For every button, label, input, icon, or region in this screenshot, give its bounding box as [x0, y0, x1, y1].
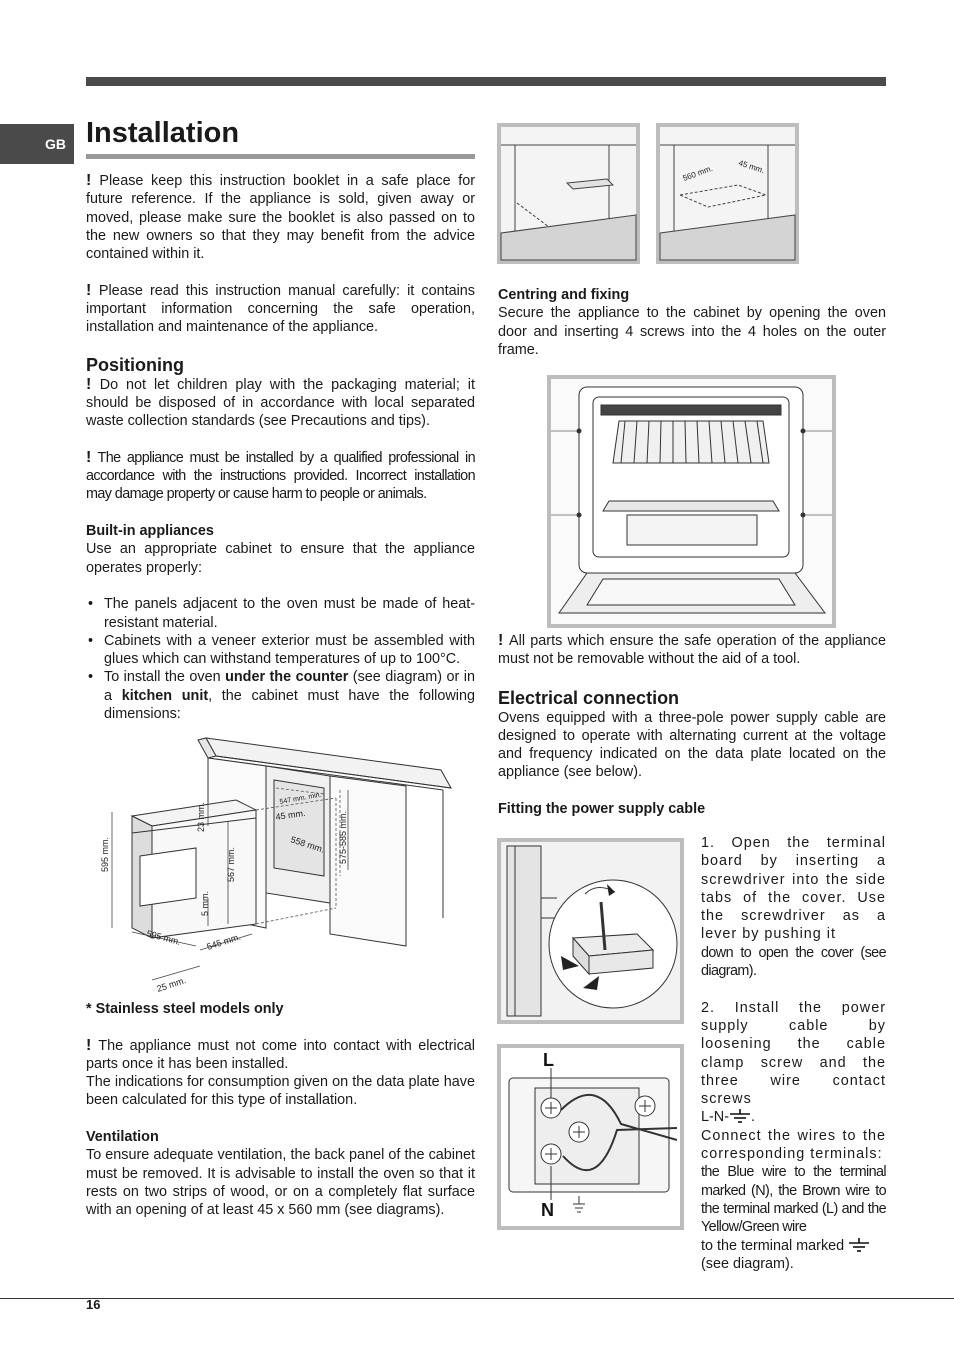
connect-text-earth: to the terminal marked	[701, 1237, 886, 1255]
positioning-warning-1: ! Do not let children play with the packaging material; it should be disposed of in accordance with local separated waste collection standards (see Precautions and tips).	[86, 375, 475, 430]
left-lower-text	[86, 1000, 475, 1220]
left-column	[86, 112, 475, 723]
dim-5: 5 mm.	[200, 890, 210, 916]
step-2-text: 2. Install the power supply cable by loosening the cable clamp screw and the three wire contact screws	[701, 999, 886, 1108]
positioning-heading: Positioning	[86, 354, 184, 375]
contact-warning: ! The appliance must not come into contact with electrical parts once it has been installed.	[86, 1036, 475, 1072]
intro-paragraph-2: ! Please read this instruction manual carefully: it contains important information concerning the safe operation, installation and maintenance of the appliance.	[86, 281, 475, 336]
terminal-cover-diagram	[497, 838, 684, 1024]
list-item: • Cabinets with a veneer exterior must be assembled with glues which can withstand temperatures of up to 100°C.	[86, 632, 475, 669]
step-1-text: 1. Open the terminal board by inserting a screwdriver into the side tabs of the cover. Use the screwdriver as a lever by pushing it	[701, 835, 886, 943]
page-title: Installation	[86, 112, 475, 159]
builtin-heading: Built-in appliances	[86, 523, 214, 540]
electrical-heading: Electrical connection	[498, 687, 680, 708]
top-rule	[86, 77, 886, 86]
dim-545: 545 mm.	[205, 931, 242, 952]
dim-25: 25 mm.	[155, 975, 188, 994]
electrical-text: Ovens equipped with a three-pole power supply cable are designed to operate with alternating current at the voltage and frequency indicated on the data plate located on the appliance (see below).	[498, 709, 886, 781]
terminal-wiring-diagram	[497, 1044, 684, 1230]
dim-45: 45 mm.	[274, 807, 307, 822]
terminal-label-l: L	[543, 1050, 554, 1070]
dim-595-width: 595 mm.	[145, 928, 182, 947]
fitting-heading: Fitting the power supply cable	[498, 801, 706, 818]
builtin-text: Use an appropriate cabinet to ensure that the appliance operates properly:	[86, 541, 475, 576]
dim-23: 23 mm.	[196, 801, 206, 832]
consumption-text: The indications for consumption given on the data plate have been calculated for this type of installation.	[86, 1074, 475, 1109]
vent-dim-45: 45 mm.	[737, 158, 766, 176]
ventilation-heading: Ventilation	[86, 1129, 159, 1146]
dim-558: 558 mm.	[289, 834, 326, 855]
cabinet-dimensions-diagram	[96, 728, 460, 996]
ventilation-diagram-1	[497, 123, 640, 264]
dim-547: 547 mm. min.	[279, 791, 323, 806]
footer-rule	[0, 1298, 954, 1299]
stainless-note: * Stainless steel models only	[86, 1001, 284, 1017]
centring-heading: Centring and fixing	[498, 287, 630, 303]
ventilation-text: To ensure adequate ventilation, the back panel of the cabinet must be removed. It is advisable to install the oven so that it rests on two strips of wood, or on a completely flat surface with an opening of at least 45 x 560 mm (see diagrams).	[86, 1147, 475, 1219]
terminal-label-n: N	[541, 1200, 554, 1220]
cabinet-requirements-list	[86, 595, 475, 723]
list-item: • To install the oven under the counter (see diagram) or in a kitchen unit, the cabinet must have the following dimensions:	[86, 668, 475, 723]
oven-fixing-diagram	[547, 375, 836, 628]
intro-paragraph-1: ! Please keep this instruction booklet in a safe place for future reference. If the appliance is sold, given away or moved, please make sure the booklet is also passed on to the new owners so that they may benefit from the advice contained within it.	[86, 172, 475, 263]
safety-note: ! All parts which ensure the safe operation of the appliance must not be removable without the aid of a tool.	[498, 632, 887, 668]
step-2-terminals: L-N- .	[701, 1109, 755, 1126]
centring-section	[498, 286, 886, 359]
vent-dim-560: 560 mm.	[681, 163, 714, 183]
positioning-warning-2: ! The appliance must be installed by a qualified professional in accordance with the instructions provided. Incorrect installation may damage property or cause harm to people or animals.	[86, 448, 475, 503]
list-item: • The panels adjacent to the oven must be made of heat-resistant material.	[86, 595, 475, 632]
dim-575-585: 575-585 mm.	[338, 810, 348, 864]
earth-symbol-icon	[729, 1109, 751, 1123]
electrical-section	[498, 632, 886, 818]
centring-text: Secure the appliance to the cabinet by opening the oven door and inserting 4 screws into the 4 holes on the outer frame.	[498, 305, 886, 358]
ventilation-diagram-2	[656, 123, 799, 264]
language-tab: GB	[0, 124, 74, 164]
connect-text-terminals: the Blue wire to the terminal marked (N), the Brown wire to the terminal marked (L) and the Yellow/Green wire	[701, 1164, 886, 1236]
page-number: 16	[86, 1297, 101, 1312]
earth-symbol-icon	[848, 1238, 870, 1252]
connect-text: Connect the wires to the corresponding terminals:	[701, 1127, 886, 1163]
step-1-text-end: down to open the cover (see diagram).	[701, 944, 886, 980]
dim-595-height: 595 mm.	[100, 836, 110, 872]
wiring-instructions	[701, 834, 886, 1273]
dim-567: 567 mm.	[226, 846, 236, 882]
connect-text-end: (see diagram).	[701, 1255, 794, 1272]
